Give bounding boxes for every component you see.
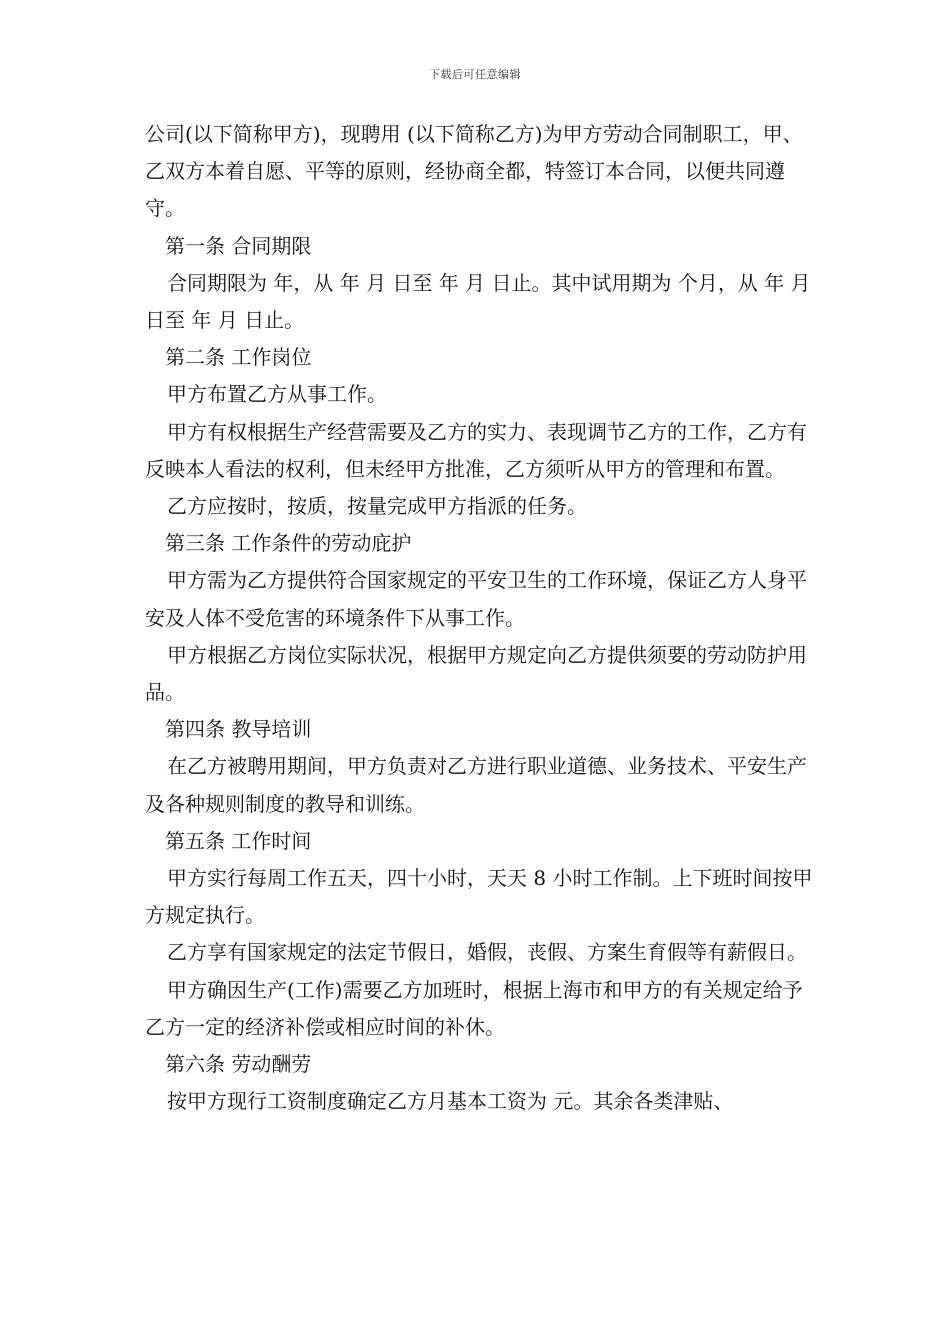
article-4-heading: 第四条 教导培训 xyxy=(165,717,312,742)
document-body xyxy=(145,116,815,1120)
article-6-heading: 第六条 劳动酬劳 xyxy=(165,1052,312,1077)
paragraph: 乙方享有国家规定的法定节假日，婚假，丧假、方案生育假等有薪假日。 xyxy=(167,940,807,965)
intro-paragraph: 公司(以下简称甲方)，现聘用 (以下简称乙方)为甲方劳动合同制职工，甲、乙双方本着自愿、平等的原则，经协商全都，特签订本合同，以便共同遵守。 xyxy=(145,122,803,221)
paragraph: 甲方确因生产(工作)需要乙方加班时，根据上海市和甲方的有关规定给予乙方一定的经济补偿或相应时间的补休。 xyxy=(145,977,803,1039)
paragraph: 合同期限为 年，从 年 月 日至 年 月 日止。其中试用期为 个月，从 年 月 日至 年 月 日止。 xyxy=(145,270,811,333)
article-5-heading: 第五条 工作时间 xyxy=(165,828,312,853)
page-header-note: 下载后可任意编辑 xyxy=(429,68,521,81)
paragraph: 乙方应按时，按质，按量完成甲方指派的任务。 xyxy=(167,494,587,519)
paragraph: 在乙方被聘用期间，甲方负责对乙方进行职业道德、业务技术、平安生产及各种规则制度的教导和训练。 xyxy=(145,754,807,816)
paragraph: 甲方需为乙方提供符合国家规定的平安卫生的工作环境，保证乙方人身平安及人体不受危害的环境条件下从事工作。 xyxy=(145,568,807,630)
paragraph: 甲方实行每周工作五天，四十小时，天天 8 小时工作制。上下班时间按甲方规定执行。 xyxy=(145,866,813,928)
article-2-heading: 第二条 工作岗位 xyxy=(165,345,312,370)
paragraph: 甲方有权根据生产经营需要及乙方的实力、表现调节乙方的工作，乙方有反映本人看法的权利，但未经甲方批准，乙方须听从甲方的管理和布置。 xyxy=(145,419,807,481)
article-1-heading: 第一条 合同期限 xyxy=(165,233,312,258)
paragraph: 甲方布置乙方从事工作。 xyxy=(167,382,387,407)
paragraph: 按甲方现行工资制度确定乙方月基本工资为 元。其余各类津贴、 xyxy=(167,1089,734,1114)
paragraph: 甲方根据乙方岗位实际状况，根据甲方规定向乙方提供须要的劳动防护用品。 xyxy=(145,642,807,705)
article-3-heading: 第三条 工作条件的劳动庇护 xyxy=(165,531,412,556)
